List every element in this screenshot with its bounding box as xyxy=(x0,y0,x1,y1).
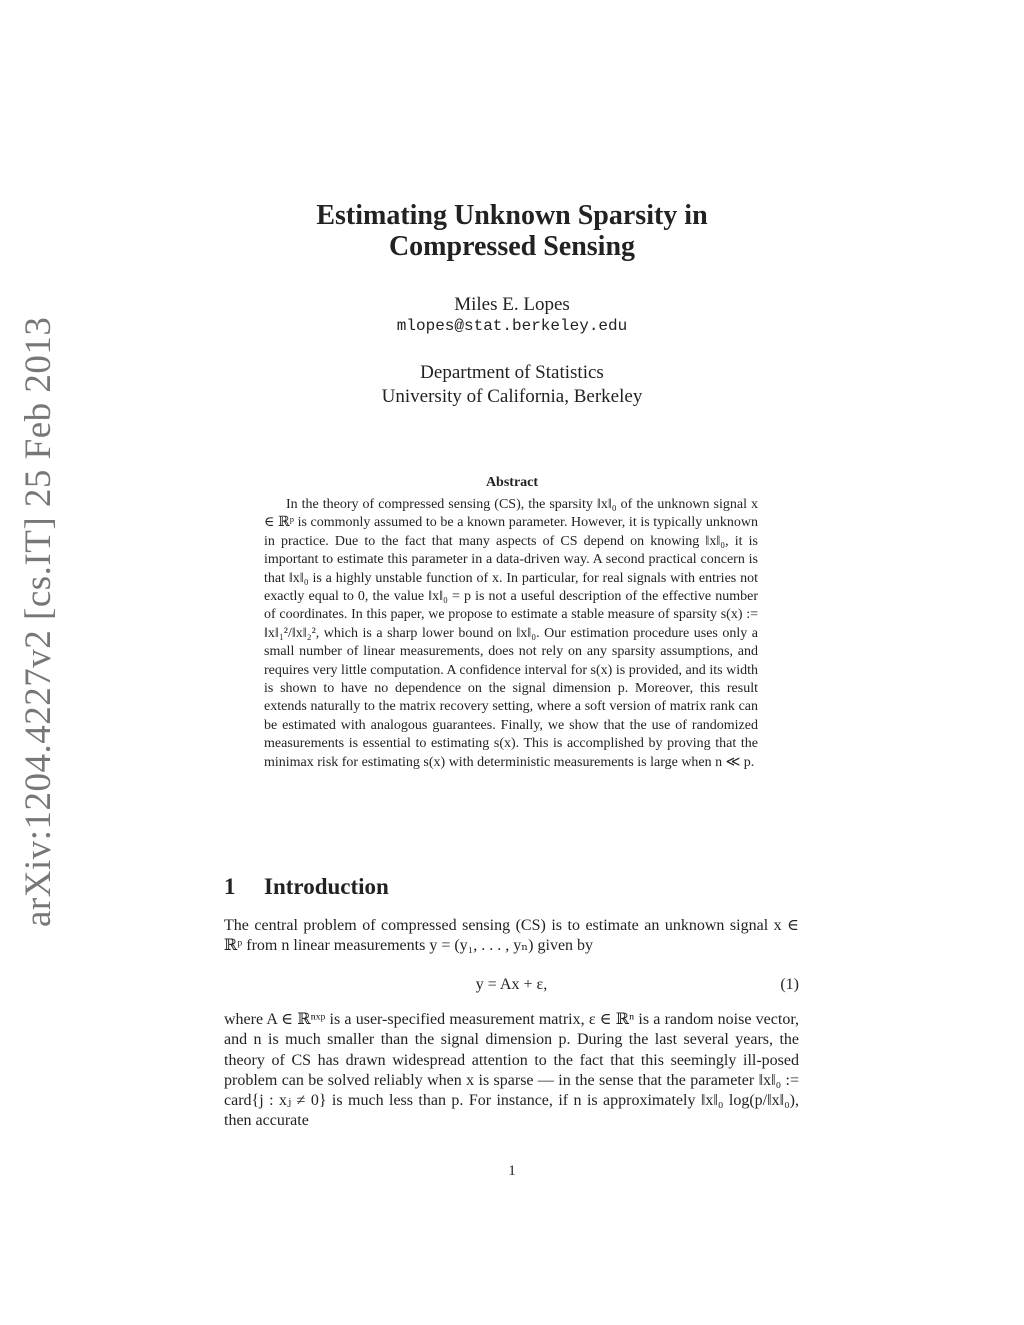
author-name: Miles E. Lopes xyxy=(454,294,570,315)
author-email: mlopes@stat.berkeley.edu xyxy=(396,317,628,335)
intro-paragraph-2: where A ∈ ℝⁿˣᵖ is a user-specified measurement matrix, ε ∈ ℝⁿ is a random noise vector, and n is much smaller than the signal dimension p. During the last several years, the theory of CS has drawn widespread attention to the fact that this seemingly ill-posed problem can be solved reliably when x is sparse — in the sense that the parameter ‖x‖₀ := card{j : xⱼ ≠ 0} is much less than p. For instance, if n is approximately ‖x‖₀ log(p/‖x‖₀), then accurate xyxy=(224,1011,799,1130)
title-line-2: Compressed Sensing xyxy=(388,231,636,262)
section-number: 1 xyxy=(224,874,236,899)
page-number: 1 xyxy=(508,1163,516,1179)
intro-paragraph-1: The central problem of compressed sensing (CS) is to estimate an unknown signal x ∈ ℝᵖ from n linear measurements y = (y₁, . . . , yₙ) given by xyxy=(224,917,799,955)
title-line-1: Estimating Unknown Sparsity in xyxy=(316,200,708,231)
abstract-heading: Abstract xyxy=(485,475,539,490)
section-title: Introduction xyxy=(264,874,389,899)
section-heading xyxy=(224,871,389,903)
affiliation xyxy=(300,361,724,409)
paper-title xyxy=(200,200,824,262)
equation-number: (1) xyxy=(780,976,799,993)
university: University of California, Berkeley xyxy=(381,386,643,407)
arxiv-identifier: arXiv:1204.4227v2 [cs.IT] 25 Feb 2013 xyxy=(18,316,59,927)
abstract-text: In the theory of compressed sensing (CS), the sparsity ‖x‖₀ of the unknown signal x ∈ ℝᵖ is commonly assumed to be a known parameter. However, it is typically unknown in practice. Due to the fact that many aspects of CS depend on knowing ‖x‖₀, it is important to estimate this parameter in a data-driven way. A second practical concern is that ‖x‖₀ is a highly unstable function of x. In particular, for real signals with entries not exactly equal to 0, the value ‖x‖₀ = p is not a useful description of the effective number of coordinates. In this paper, we propose to estimate a stable measure of sparsity s(x) := ‖x‖₁²/‖x‖₂², which is a sharp lower bound on ‖x‖₀. Our estimation procedure uses only a small number of linear measurements, does not rely on any sparsity assumptions, and requires very little computation. A confidence interval for s(x) is provided, and its width is shown to have no dependence on the signal dimension p. Moreover, this result extends naturally to the matrix recovery setting, where a soft version of matrix rank can be estimated with analogous guarantees. Finally, we show that the use of randomized measurements is essential to estimating s(x). This is accomplished by proving that the minimax risk for estimating s(x) with deterministic measurements is large when n ≪ p. xyxy=(264,497,758,770)
equation-1 xyxy=(224,973,799,997)
equation-text: y = Ax + ε, xyxy=(475,976,548,993)
department: Department of Statistics xyxy=(420,362,604,383)
